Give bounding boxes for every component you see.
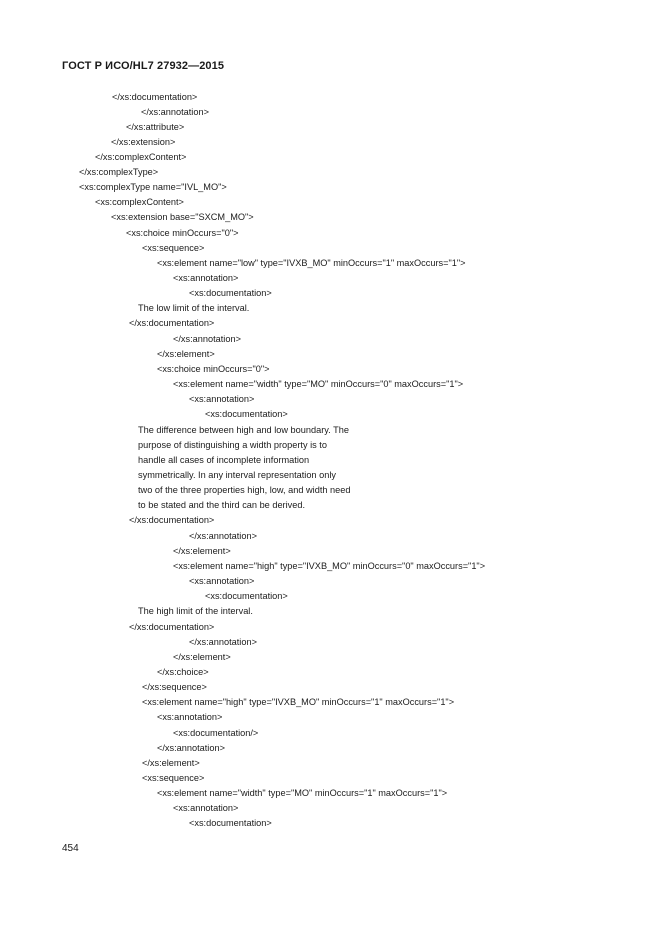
code-line: </xs:complexContent> bbox=[95, 152, 187, 162]
code-line: <xs:element name="width" type="MO" minOccurs="1" maxOccurs="1"> bbox=[157, 788, 448, 798]
code-line: <xs:documentation> bbox=[205, 591, 288, 601]
code-line: <xs:annotation> bbox=[173, 803, 239, 813]
code-line: <xs:element name="low" type="IVXB_MO" minOccurs="1" maxOccurs="1"> bbox=[157, 258, 466, 268]
code-line: </xs:element> bbox=[173, 652, 231, 662]
code-line: </xs:element> bbox=[173, 546, 231, 556]
code-line: <xs:documentation> bbox=[189, 288, 272, 298]
code-line: </xs:extension> bbox=[111, 137, 176, 147]
code-line: <xs:annotation> bbox=[189, 394, 255, 404]
code-line: <xs:element name="high" type="IVXB_MO" minOccurs="0" maxOccurs="1"> bbox=[173, 561, 486, 571]
code-line: purpose of distinguishing a width property is to bbox=[138, 440, 327, 450]
code-line: <xs:choice minOccurs="0"> bbox=[157, 364, 270, 374]
page-header: ГОСТ Р ИСО/HL7 27932—2015 bbox=[62, 60, 225, 72]
code-line: </xs:annotation> bbox=[141, 107, 209, 117]
code-line: </xs:documentation> bbox=[129, 622, 215, 632]
code-line: </xs:documentation> bbox=[129, 318, 215, 328]
code-line: </xs:sequence> bbox=[142, 682, 207, 692]
code-line: <xs:annotation> bbox=[173, 273, 239, 283]
code-line: The difference between high and low boundary. The bbox=[138, 425, 349, 435]
code-line: </xs:element> bbox=[142, 758, 200, 768]
code-line: The high limit of the interval. bbox=[138, 606, 253, 616]
code-line: <xs:sequence> bbox=[142, 773, 205, 783]
code-line: <xs:element name="high" type="IVXB_MO" minOccurs="1" maxOccurs="1"> bbox=[142, 697, 455, 707]
code-line: <xs:choice minOccurs="0"> bbox=[126, 228, 239, 238]
code-line: <xs:complexContent> bbox=[95, 197, 184, 207]
code-line: <xs:extension base="SXCM_MO"> bbox=[111, 212, 254, 222]
code-line: <xs:complexType name="IVL_MO"> bbox=[79, 182, 227, 192]
code-line: two of the three properties high, low, and width need bbox=[138, 485, 351, 495]
code-line: symmetrically. In any interval representation only bbox=[138, 470, 336, 480]
code-line: </xs:annotation> bbox=[189, 531, 257, 541]
code-line: </xs:annotation> bbox=[189, 637, 257, 647]
code-line: </xs:complexType> bbox=[79, 167, 159, 177]
code-line: <xs:documentation> bbox=[189, 818, 272, 828]
code-line: <xs:element name="width" type="MO" minOccurs="0" maxOccurs="1"> bbox=[173, 379, 464, 389]
code-line: <xs:annotation> bbox=[157, 712, 223, 722]
code-line: The low limit of the interval. bbox=[138, 303, 250, 313]
code-line: <xs:documentation/> bbox=[173, 728, 259, 738]
code-line: </xs:documentation> bbox=[112, 92, 198, 102]
code-line: </xs:choice> bbox=[157, 667, 209, 677]
code-line: to be stated and the third can be derived. bbox=[138, 500, 306, 510]
code-line: </xs:element> bbox=[157, 349, 215, 359]
code-line: </xs:attribute> bbox=[126, 122, 185, 132]
page-number: 454 bbox=[62, 843, 79, 854]
code-line: <xs:sequence> bbox=[142, 243, 205, 253]
code-line: </xs:annotation> bbox=[157, 743, 225, 753]
code-line: <xs:documentation> bbox=[205, 409, 288, 419]
code-line: <xs:annotation> bbox=[189, 576, 255, 586]
code-line: </xs:annotation> bbox=[173, 334, 241, 344]
code-line: </xs:documentation> bbox=[129, 515, 215, 525]
code-line: handle all cases of incomplete information bbox=[138, 455, 310, 465]
